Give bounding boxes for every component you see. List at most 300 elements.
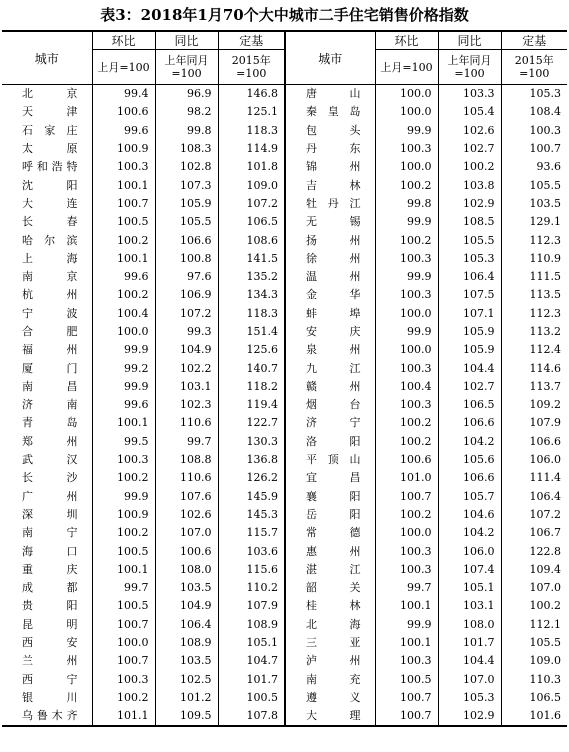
- right-mom-value: 99.9: [375, 213, 438, 231]
- right-city-name: 泉州: [306, 343, 361, 357]
- right-yoy-value: 100.2: [438, 158, 501, 176]
- right-mom-value: 99.8: [375, 195, 438, 213]
- table-row: [2, 176, 567, 194]
- table-row: [2, 433, 567, 451]
- right-base-value: 107.0: [501, 579, 567, 597]
- left-yoy-value: 108.0: [155, 561, 218, 579]
- right-mom-value: 100.3: [375, 561, 438, 579]
- right-mom-value: 100.2: [375, 176, 438, 194]
- table-row: [2, 671, 567, 689]
- left-city-name: 宁波: [22, 306, 78, 320]
- right-city-name: 湛江: [306, 562, 361, 576]
- table-row: [2, 616, 567, 634]
- right-city-name: 常德: [306, 526, 361, 540]
- right-base-value: 106.7: [501, 524, 567, 542]
- right-base-value: 114.6: [501, 359, 567, 377]
- right-base-value: 113.7: [501, 378, 567, 396]
- header-base-right: 定基: [501, 31, 567, 50]
- left-base-value: 108.9: [218, 616, 285, 634]
- right-yoy-value: 104.2: [438, 524, 501, 542]
- left-yoy-value: 96.9: [155, 85, 218, 104]
- table-row: [2, 579, 567, 597]
- left-yoy-value: 103.5: [155, 652, 218, 670]
- left-base-value: 107.8: [218, 707, 285, 726]
- left-yoy-value: 110.6: [155, 469, 218, 487]
- right-city-name: 大理: [285, 707, 375, 726]
- right-yoy-value: 105.3: [438, 689, 501, 707]
- left-city-name: 大连: [22, 196, 78, 210]
- right-mom-value: 100.3: [375, 396, 438, 414]
- right-city-name: 平顶山: [306, 453, 361, 467]
- header-city-left: 城市: [2, 31, 92, 85]
- table-row: [2, 85, 567, 104]
- left-mom-value: 99.9: [92, 488, 155, 506]
- right-city-name: 洛阳: [306, 434, 361, 448]
- left-yoy-value: 97.6: [155, 268, 218, 286]
- left-base-value: 145.9: [218, 488, 285, 506]
- left-base-value: 104.7: [218, 652, 285, 670]
- left-yoy-value: 100.8: [155, 250, 218, 268]
- header-yoy-sub-left: 上年同月=100: [155, 50, 218, 85]
- header-base-sub-right: 2015年=100: [501, 50, 567, 85]
- left-yoy-value: 108.3: [155, 140, 218, 158]
- table-row: [2, 103, 567, 121]
- table-header: [2, 31, 567, 85]
- right-yoy-value: 108.0: [438, 616, 501, 634]
- left-mom-value: 99.6: [92, 396, 155, 414]
- right-yoy-value: 105.4: [438, 103, 501, 121]
- left-mom-value: 100.3: [92, 671, 155, 689]
- table-row: [2, 359, 567, 377]
- left-mom-value: 99.9: [92, 378, 155, 396]
- table-title: 表3：2018年1月70个大中城市二手住宅销售价格指数: [100, 6, 469, 24]
- left-base-value: 110.2: [218, 579, 285, 597]
- left-city-name: 青岛: [22, 416, 78, 430]
- right-mom-value: 100.2: [375, 414, 438, 432]
- right-mom-value: 99.9: [375, 268, 438, 286]
- right-base-value: 113.2: [501, 323, 567, 341]
- right-mom-value: 100.4: [375, 378, 438, 396]
- left-city-name: 呼和浩特: [22, 160, 78, 174]
- right-base-value: 93.6: [501, 158, 567, 176]
- left-mom-value: 100.1: [92, 176, 155, 194]
- left-city-name: 天津: [22, 105, 78, 119]
- left-base-value: 140.7: [218, 359, 285, 377]
- left-city-name: 合肥: [22, 325, 78, 338]
- left-yoy-value: 105.9: [155, 195, 218, 213]
- right-base-value: 122.8: [501, 542, 567, 560]
- left-base-value: 134.3: [218, 286, 285, 304]
- table-row: [2, 195, 567, 213]
- right-base-value: 108.4: [501, 103, 567, 121]
- left-mom-value: 100.0: [92, 323, 155, 341]
- right-city-name: 三亚: [306, 636, 361, 650]
- right-city-name: 泸州: [306, 654, 361, 668]
- left-city-name: 南昌: [22, 379, 78, 393]
- header-yoy-sub-right: 上年同月=100: [438, 50, 501, 85]
- table-row: [2, 140, 567, 158]
- left-yoy-value: 107.3: [155, 176, 218, 194]
- table-row: [2, 250, 567, 268]
- right-mom-value: 100.3: [375, 652, 438, 670]
- left-base-value: 119.4: [218, 396, 285, 414]
- right-mom-value: 100.5: [375, 671, 438, 689]
- left-base-value: 118.3: [218, 305, 285, 323]
- right-mom-value: 100.0: [375, 85, 438, 104]
- right-yoy-value: 105.5: [438, 231, 501, 249]
- table-body: [2, 85, 567, 727]
- left-yoy-value: 98.2: [155, 103, 218, 121]
- left-base-value: 141.5: [218, 250, 285, 268]
- left-yoy-value: 102.8: [155, 158, 218, 176]
- right-yoy-value: 104.2: [438, 433, 501, 451]
- left-mom-value: 100.0: [92, 634, 155, 652]
- left-mom-value: 99.5: [92, 433, 155, 451]
- left-yoy-value: 103.5: [155, 579, 218, 597]
- right-yoy-value: 102.7: [438, 378, 501, 396]
- right-mom-value: 101.0: [375, 469, 438, 487]
- right-city-name: 安庆: [306, 325, 361, 338]
- left-mom-value: 100.4: [92, 305, 155, 323]
- right-yoy-value: 102.9: [438, 707, 501, 726]
- right-city-name: 遵义: [306, 690, 361, 704]
- left-city-name: 武汉: [22, 453, 78, 467]
- right-mom-value: 100.6: [375, 451, 438, 469]
- right-city-name: 济宁: [306, 416, 361, 430]
- right-mom-value: 99.9: [375, 616, 438, 634]
- table-row: [2, 469, 567, 487]
- left-city-name: 兰州: [22, 654, 78, 668]
- left-mom-value: 100.1: [92, 250, 155, 268]
- left-city-name: 海口: [22, 544, 78, 558]
- left-city-name: 上海: [22, 251, 78, 265]
- right-mom-value: 100.7: [375, 488, 438, 506]
- right-base-value: 110.3: [501, 671, 567, 689]
- left-base-value: 114.9: [218, 140, 285, 158]
- left-city-name: 贵阳: [22, 599, 78, 613]
- left-yoy-value: 110.6: [155, 414, 218, 432]
- right-mom-value: 100.3: [375, 250, 438, 268]
- left-mom-value: 99.6: [92, 268, 155, 286]
- table-row: [2, 506, 567, 524]
- left-base-value: 115.7: [218, 524, 285, 542]
- right-mom-value: 100.3: [375, 359, 438, 377]
- table-row: [2, 634, 567, 652]
- left-yoy-value: 107.6: [155, 488, 218, 506]
- right-city-name: 烟台: [306, 398, 361, 412]
- right-base-value: 100.3: [501, 122, 567, 140]
- left-city-name: 北京: [22, 87, 78, 101]
- left-base-value: 126.2: [218, 469, 285, 487]
- left-city-name: 银川: [22, 690, 78, 704]
- table-row: [2, 707, 567, 726]
- right-mom-value: 100.2: [375, 433, 438, 451]
- left-yoy-value: 107.0: [155, 524, 218, 542]
- right-yoy-value: 106.6: [438, 414, 501, 432]
- right-base-value: 101.6: [501, 707, 567, 726]
- right-yoy-value: 105.9: [438, 323, 501, 341]
- left-mom-value: 100.7: [92, 652, 155, 670]
- right-yoy-value: 105.3: [438, 250, 501, 268]
- left-base-value: 100.5: [218, 689, 285, 707]
- price-index-table: [2, 30, 567, 727]
- right-base-value: 113.5: [501, 286, 567, 304]
- left-base-value: 109.0: [218, 176, 285, 194]
- right-yoy-value: 107.4: [438, 561, 501, 579]
- right-base-value: 100.7: [501, 140, 567, 158]
- left-city-name: 太原: [22, 142, 78, 156]
- right-mom-value: 99.7: [375, 579, 438, 597]
- right-base-value: 105.3: [501, 85, 567, 104]
- left-mom-value: 100.3: [92, 158, 155, 176]
- left-mom-value: 100.6: [92, 103, 155, 121]
- left-mom-value: 100.9: [92, 140, 155, 158]
- right-city-name: 徐州: [306, 251, 361, 265]
- left-base-value: 107.9: [218, 597, 285, 615]
- left-mom-value: 100.7: [92, 195, 155, 213]
- left-city-name: 昆明: [22, 617, 78, 631]
- right-city-name: 无锡: [306, 215, 361, 229]
- right-city-name: 惠州: [306, 544, 361, 558]
- left-yoy-value: 99.7: [155, 433, 218, 451]
- right-yoy-value: 107.1: [438, 305, 501, 323]
- left-mom-value: 100.5: [92, 597, 155, 615]
- right-city-name: 丹东: [306, 142, 361, 156]
- left-city-name: 重庆: [22, 562, 78, 576]
- left-city-name: 广州: [22, 489, 78, 503]
- right-city-name: 温州: [306, 270, 361, 284]
- left-base-value: 101.7: [218, 671, 285, 689]
- left-mom-value: 100.9: [92, 506, 155, 524]
- left-yoy-value: 106.6: [155, 231, 218, 249]
- header-mom-left: 环比: [92, 31, 155, 50]
- left-city-name: 深圳: [22, 507, 78, 521]
- left-mom-value: 100.2: [92, 231, 155, 249]
- right-mom-value: 100.3: [375, 542, 438, 560]
- right-base-value: 103.5: [501, 195, 567, 213]
- right-yoy-value: 108.5: [438, 213, 501, 231]
- left-yoy-value: 102.5: [155, 671, 218, 689]
- right-base-value: 109.4: [501, 561, 567, 579]
- left-yoy-value: 105.5: [155, 213, 218, 231]
- left-city-name: 沈阳: [22, 178, 78, 192]
- header-mom-sub-right: 上月=100: [375, 50, 438, 85]
- right-mom-value: 100.0: [375, 103, 438, 121]
- table-row: [2, 524, 567, 542]
- right-base-value: 109.0: [501, 652, 567, 670]
- left-mom-value: 100.5: [92, 213, 155, 231]
- right-city-name: 襄阳: [306, 489, 361, 503]
- left-mom-value: 101.1: [92, 707, 155, 726]
- left-mom-value: 99.4: [92, 85, 155, 104]
- right-yoy-value: 105.1: [438, 579, 501, 597]
- right-base-value: 106.0: [501, 451, 567, 469]
- right-yoy-value: 106.0: [438, 542, 501, 560]
- header-base-sub-left: 2015年=100: [218, 50, 285, 85]
- right-mom-value: 100.1: [375, 634, 438, 652]
- right-yoy-value: 107.5: [438, 286, 501, 304]
- right-yoy-value: 102.6: [438, 122, 501, 140]
- right-base-value: 112.3: [501, 231, 567, 249]
- table-row: [2, 122, 567, 140]
- right-mom-value: 99.9: [375, 323, 438, 341]
- right-base-value: 105.5: [501, 634, 567, 652]
- right-mom-value: 100.1: [375, 597, 438, 615]
- right-city-name: 唐山: [306, 87, 361, 101]
- right-yoy-value: 105.9: [438, 341, 501, 359]
- right-base-value: 111.5: [501, 268, 567, 286]
- right-city-name: 牡丹江: [306, 196, 361, 210]
- right-city-name: 九江: [306, 361, 361, 375]
- left-base-value: 130.3: [218, 433, 285, 451]
- table-row: [2, 231, 567, 249]
- right-base-value: 112.1: [501, 616, 567, 634]
- right-yoy-value: 102.9: [438, 195, 501, 213]
- left-mom-value: 100.3: [92, 451, 155, 469]
- left-city-name: 哈尔滨: [22, 233, 78, 247]
- left-city-name: 西宁: [22, 672, 78, 686]
- right-yoy-value: 103.3: [438, 85, 501, 104]
- header-mom-sub-left: 上月=100: [92, 50, 155, 85]
- left-yoy-value: 101.2: [155, 689, 218, 707]
- right-mom-value: 99.9: [375, 122, 438, 140]
- left-yoy-value: 104.9: [155, 597, 218, 615]
- right-base-value: 106.6: [501, 433, 567, 451]
- right-base-value: 112.4: [501, 341, 567, 359]
- table-row: [2, 378, 567, 396]
- right-yoy-value: 105.7: [438, 488, 501, 506]
- left-base-value: 125.1: [218, 103, 285, 121]
- left-mom-value: 100.2: [92, 286, 155, 304]
- left-base-value: 103.6: [218, 542, 285, 560]
- table-row: [2, 268, 567, 286]
- right-mom-value: 100.2: [375, 231, 438, 249]
- right-base-value: 106.4: [501, 488, 567, 506]
- right-yoy-value: 103.8: [438, 176, 501, 194]
- right-city-name: 包头: [306, 123, 361, 137]
- left-yoy-value: 102.2: [155, 359, 218, 377]
- left-yoy-value: 102.6: [155, 506, 218, 524]
- table-row: [2, 652, 567, 670]
- table-row: [2, 689, 567, 707]
- header-yoy-right: 同比: [438, 31, 501, 50]
- left-mom-value: 100.2: [92, 469, 155, 487]
- right-city-name: 扬州: [306, 233, 361, 247]
- right-base-value: 107.2: [501, 506, 567, 524]
- header-city-right: 城市: [285, 31, 375, 85]
- right-yoy-value: 106.6: [438, 469, 501, 487]
- right-base-value: 110.9: [501, 250, 567, 268]
- right-city-name: 赣州: [306, 379, 361, 393]
- left-mom-value: 99.6: [92, 122, 155, 140]
- left-yoy-value: 109.5: [155, 707, 218, 726]
- table-row: [2, 597, 567, 615]
- left-base-value: 146.8: [218, 85, 285, 104]
- right-base-value: 107.9: [501, 414, 567, 432]
- right-base-value: 129.1: [501, 213, 567, 231]
- left-yoy-value: 107.2: [155, 305, 218, 323]
- header-base-left: 定基: [218, 31, 285, 50]
- right-city-name: 宜昌: [306, 471, 361, 485]
- left-mom-value: 99.2: [92, 359, 155, 377]
- left-mom-value: 100.2: [92, 524, 155, 542]
- right-city-name: 桂林: [306, 599, 361, 613]
- left-base-value: 125.6: [218, 341, 285, 359]
- left-base-value: 151.4: [218, 323, 285, 341]
- left-mom-value: 99.7: [92, 579, 155, 597]
- right-yoy-value: 104.4: [438, 652, 501, 670]
- table-row: [2, 414, 567, 432]
- left-city-name: 石家庄: [22, 123, 78, 137]
- left-yoy-value: 108.8: [155, 451, 218, 469]
- left-mom-value: 100.2: [92, 689, 155, 707]
- right-city-name: 北海: [306, 617, 361, 631]
- right-mom-value: 100.7: [375, 707, 438, 726]
- right-mom-value: 100.0: [375, 524, 438, 542]
- left-mom-value: 99.9: [92, 341, 155, 359]
- left-yoy-value: 106.9: [155, 286, 218, 304]
- left-city-name: 成都: [22, 581, 78, 595]
- left-city-name: 济南: [22, 398, 78, 412]
- right-city-name: 岳阳: [306, 507, 361, 521]
- right-base-value: 100.2: [501, 597, 567, 615]
- header-mom-right: 环比: [375, 31, 438, 50]
- left-mom-value: 100.5: [92, 542, 155, 560]
- right-mom-value: 100.0: [375, 341, 438, 359]
- right-city-name: 韶关: [306, 581, 361, 595]
- right-yoy-value: 104.4: [438, 359, 501, 377]
- right-yoy-value: 101.7: [438, 634, 501, 652]
- left-mom-value: 100.1: [92, 414, 155, 432]
- left-base-value: 105.1: [218, 634, 285, 652]
- right-city-name: 金华: [306, 288, 361, 302]
- left-base-value: 107.2: [218, 195, 285, 213]
- right-mom-value: 100.3: [375, 140, 438, 158]
- left-yoy-value: 103.1: [155, 378, 218, 396]
- left-city-name: 郑州: [22, 434, 78, 448]
- left-yoy-value: 108.9: [155, 634, 218, 652]
- right-yoy-value: 106.5: [438, 396, 501, 414]
- right-base-value: 109.2: [501, 396, 567, 414]
- right-yoy-value: 103.1: [438, 597, 501, 615]
- table-row: [2, 323, 567, 341]
- left-base-value: 101.8: [218, 158, 285, 176]
- right-city-name: 蚌埠: [306, 306, 361, 320]
- left-city-name: 杭州: [22, 288, 78, 302]
- right-yoy-value: 102.7: [438, 140, 501, 158]
- left-city-name: 长春: [22, 215, 78, 229]
- left-base-value: 122.7: [218, 414, 285, 432]
- left-city-name: 乌鲁木齐: [2, 707, 92, 726]
- left-base-value: 118.3: [218, 122, 285, 140]
- table-row: [2, 542, 567, 560]
- right-mom-value: 100.0: [375, 158, 438, 176]
- left-base-value: 106.5: [218, 213, 285, 231]
- left-base-value: 115.6: [218, 561, 285, 579]
- right-city-name: 秦皇岛: [306, 105, 361, 119]
- table-row: [2, 396, 567, 414]
- right-base-value: 112.3: [501, 305, 567, 323]
- right-mom-value: 100.3: [375, 286, 438, 304]
- right-yoy-value: 104.6: [438, 506, 501, 524]
- right-yoy-value: 106.4: [438, 268, 501, 286]
- left-base-value: 145.3: [218, 506, 285, 524]
- right-yoy-value: 107.0: [438, 671, 501, 689]
- left-base-value: 118.2: [218, 378, 285, 396]
- table-row: [2, 305, 567, 323]
- right-yoy-value: 105.6: [438, 451, 501, 469]
- table-row: [2, 488, 567, 506]
